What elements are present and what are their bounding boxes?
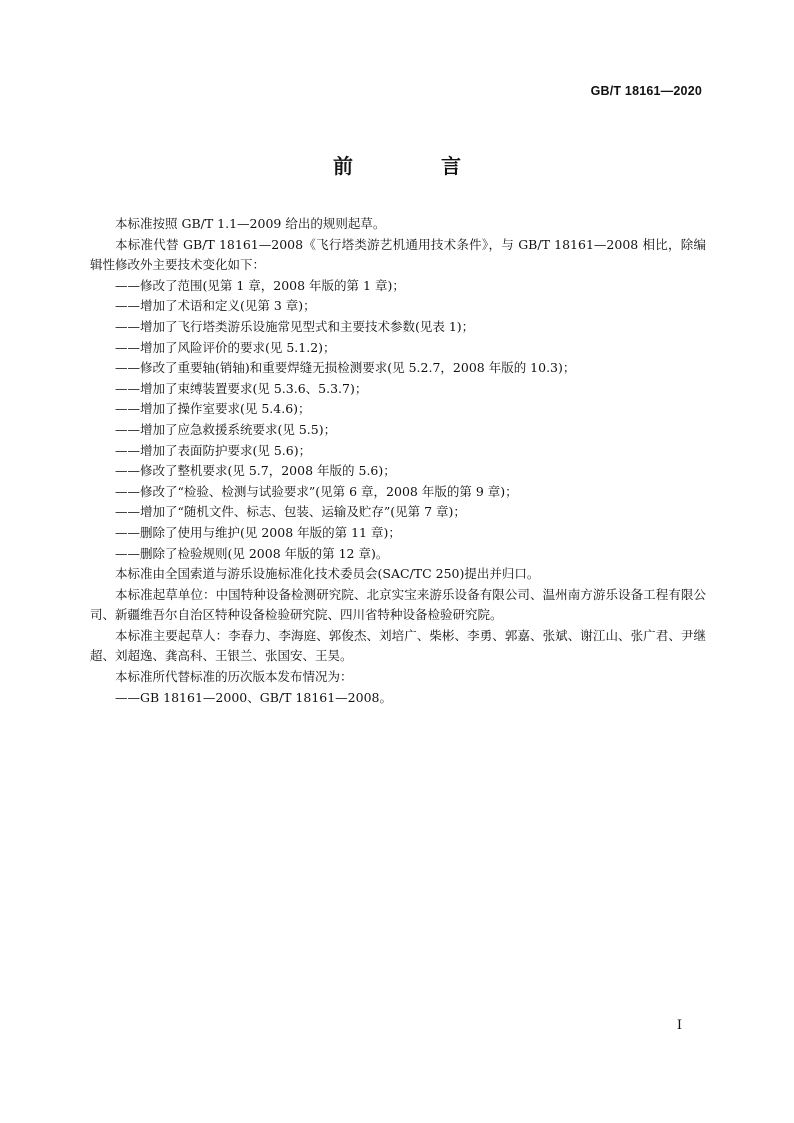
list-item: ——修改了整机要求(见 5.7，2008 年版的 5.6)； xyxy=(115,463,396,479)
paragraph-history-intro: 本标准所代替标准的历次版本发布情况为： xyxy=(115,669,353,685)
foreword-body xyxy=(90,214,706,708)
page-number: I xyxy=(676,1018,682,1033)
page-title: 前 言 xyxy=(333,154,495,178)
paragraph-drafting-rule: 本标准按照 GB/T 1.1—2009 给出的规则起草。 xyxy=(115,216,386,231)
paragraph-proposer: 本标准由全国索道与游乐设施标准化技术委员会(SAC/TC 250)提出并归口。 xyxy=(115,566,540,582)
list-item: ——增加了束缚装置要求(见 5.3.6、5.3.7)； xyxy=(115,380,368,396)
list-item: ——删除了检验规则(见 2008 年版的第 12 章)。 xyxy=(115,545,389,561)
paragraph-replacement: 本标准代替 GB/T 18161—2008《飞行塔类游艺机通用技术条件》，与 GB/T 18161—2008 相比，除编辑性修改外主要技术变化如下： xyxy=(90,236,706,273)
paragraph-drafting-units: 本标准起草单位：中国特种设备检测研究院、北京实宝来游乐设备有限公司、温州南方游乐设备工程有限公司、新疆维吾尔自治区特种设备检验研究院、四川省特种设备检验研究院。 xyxy=(90,586,706,623)
list-item: ——增加了飞行塔类游乐设施常见型式和主要技术参数(见表 1)； xyxy=(115,318,475,334)
list-item: ——删除了使用与维护(见 2008 年版的第 11 章)； xyxy=(115,524,401,540)
list-item: ——增加了风险评价的要求(见 5.1.2)； xyxy=(115,339,336,355)
list-item: ——增加了操作室要求(见 5.4.6)； xyxy=(115,401,311,417)
paragraph-drafters: 本标准主要起草人：李春力、李海庭、郭俊杰、刘培广、柴彬、李勇、郭嘉、张斌、谢江山、张广君、尹继超、刘超逸、龚高科、王银兰、张国安、王昊。 xyxy=(90,627,706,664)
list-item: ——增加了表面防护要求(见 5.6)； xyxy=(115,442,312,458)
list-item: ——修改了重要轴(销轴)和重要焊缝无损检测要求(见 5.2.7，2008 年版的 10.3)； xyxy=(115,360,576,376)
list-item: ——增加了应急救援系统要求(见 5.5)； xyxy=(115,421,337,437)
list-item: ——修改了范围(见第 1 章，2008 年版的第 1 章)； xyxy=(115,277,405,293)
list-item: ——增加了“随机文件、标志、包装、运输及贮存”(见第 7 章)； xyxy=(115,504,466,520)
list-item: ——修改了“检验、检测与试验要求”(见第 6 章，2008 年版的第 9 章)； xyxy=(115,483,518,499)
standard-code: GB/T 18161—2020 xyxy=(590,84,702,98)
list-item: ——增加了术语和定义(见第 3 章)； xyxy=(115,298,316,314)
history-item: ——GB 18161—2000、GB/T 18161—2008。 xyxy=(115,689,392,705)
